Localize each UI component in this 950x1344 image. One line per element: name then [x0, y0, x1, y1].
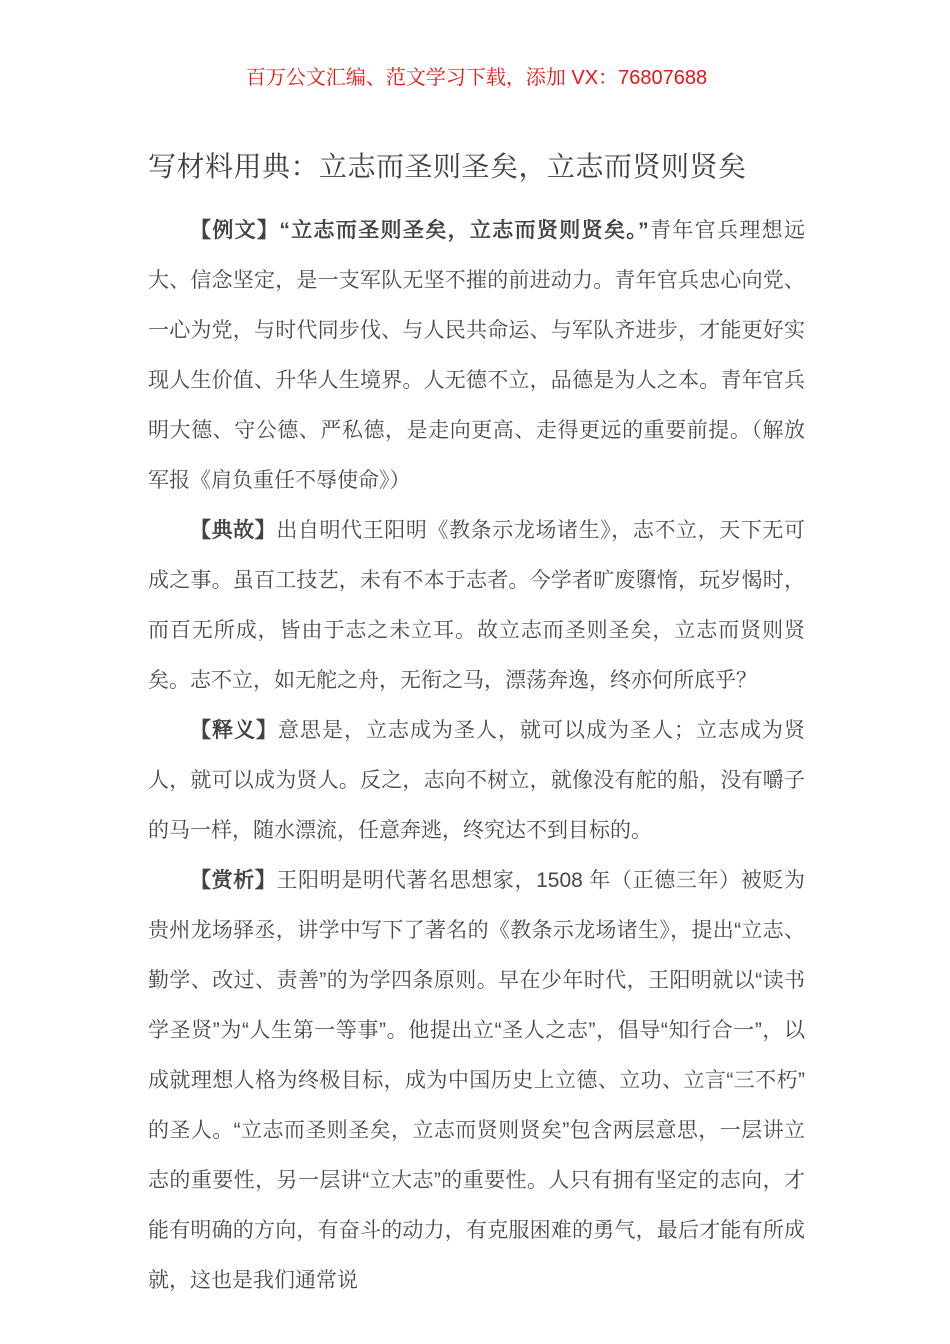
paragraph-analysis-label: 【赏析】 — [190, 869, 277, 892]
paragraph-analysis — [148, 856, 805, 1306]
paragraph-allusion-text: 出自明代王阳明《教条示龙场诸生》，志不立，天下无可成之事。虽百工技艺，未有不本于志者。今学者旷废隳惰，玩岁愒时，而百无所成，皆由于志之未立耳。故立志而圣则圣矣，立志而贤则贤矣。志不立，如无舵之舟，无衔之马，漂荡奔逸，终亦何所底乎？ — [148, 519, 805, 692]
paragraph-definition-text: 意思是，立志成为圣人，就可以成为圣人；立志成为贤人，就可以成为贤人。反之，志向不树立，就像没有舵的船，没有嚼子的马一样，随水漂流，任意奔逃，终究达不到目标的。 — [148, 719, 805, 842]
paragraph-allusion — [148, 506, 805, 706]
page-title: 写材料用典：立志而圣则圣矣，立志而贤则贤矣 — [148, 151, 747, 182]
paragraph-example — [148, 206, 805, 506]
paragraph-definition — [148, 706, 805, 856]
paragraph-definition-label: 【释义】 — [190, 719, 278, 742]
paragraph-allusion-label: 【典故】 — [190, 519, 277, 542]
header-notice: 百万公文汇编、范文学习下载，添加 VX：76807688 — [245, 67, 708, 89]
paragraph-analysis-text: 王阳明是明代著名思想家，1508 年（正德三年）被贬为贵州龙场驿丞，讲学中写下了著名的《教条示龙场诸生》，提出“立志、勤学、改过、责善”的为学四条原则。早在少年时代，王阳明就以“读书学圣贤”为“人生第一等事”。他提出立“圣人之志”，倡导“知行合一”，以成就理想人格为终极目标，成为中国历史上立德、立功、立言“三不朽”的圣人。“立志而圣则圣矣，立志而贤则贤矣”包含两层意思，一层讲立志的重要性，另一层讲“立大志”的重要性。人只有拥有坚定的志向，才能有明确的方向，有奋斗的动力，有克服困难的勇气，最后才能有所成就，这也是我们通常说 — [148, 869, 805, 1292]
paragraph-example-label: 【例文】“立志而圣则圣矣，立志而贤则贤矣。” — [190, 219, 649, 242]
document-body — [148, 206, 805, 1306]
paragraph-example-text: 青年官兵理想远大、信念坚定，是一支军队无坚不摧的前进动力。青年官兵忠心向党、一心为党，与时代同步伐、与人民共命运、与军队齐进步，才能更好实现人生价值、升华人生境界。人无德不立，品德是为人之本。青年官兵明大德、守公德、严私德，是走向更高、走得更远的重要前提。（解放军报《肩负重任不辱使命》） — [148, 219, 805, 492]
